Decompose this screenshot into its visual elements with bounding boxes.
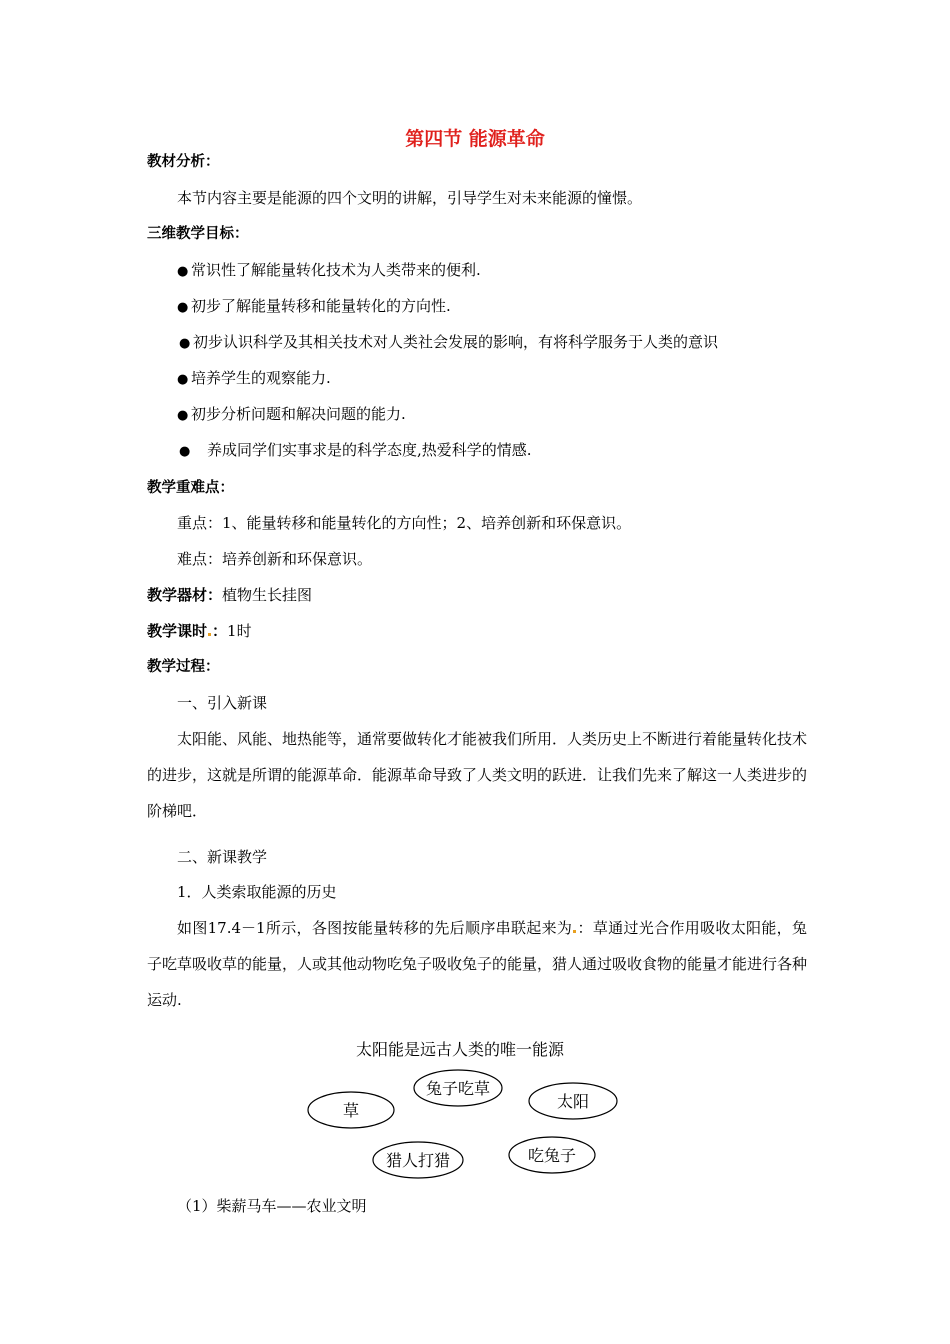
node-label: 兔子吃草 — [425, 1079, 491, 1098]
intro-paragraph: 太阳能、风能、地热能等，通常要做转化才能被我们所用．人类历史上不断进行着能量转化技术的进步，这就是所谓的能源革命．能源革命导致了人类文明的跃进．让我们先来了解这一人类进步的阶梯吧． — [147, 730, 808, 820]
goal-text: 常识性了解能量转化技术为人类带来的便利. — [191, 261, 481, 279]
goal-item — [177, 296, 451, 318]
history-subheading: 1．人类索取能源的历史 — [177, 883, 337, 901]
bullet-icon: ● — [177, 372, 189, 387]
process-step-2: 二、新课教学 — [177, 848, 268, 866]
goal-item — [177, 260, 481, 282]
history-colon: ： — [577, 919, 593, 937]
node-hunter — [373, 1142, 463, 1178]
difficulties-heading: 教学重难点： — [147, 480, 234, 496]
energy-diagram — [290, 1033, 650, 1181]
hard-point-text: 难点：培养创新和环保意识。 — [177, 550, 373, 568]
goal-item — [179, 440, 532, 462]
hours-colon: ： — [212, 622, 228, 640]
goals-heading: 三维教学目标： — [147, 226, 249, 242]
node-sun — [529, 1083, 617, 1119]
goal-text: 初步分析问题和解决问题的能力. — [191, 405, 406, 423]
hours-heading: 教学课时 — [147, 622, 208, 640]
goal-item — [177, 404, 406, 426]
hours-line — [147, 621, 252, 641]
bullet-icon: ● — [177, 408, 189, 423]
node-label: 太阳 — [556, 1092, 590, 1111]
bullet-icon: ● — [177, 264, 189, 279]
bullet-icon: ● — [179, 444, 191, 459]
history-paragraph — [147, 910, 807, 1018]
goal-text: 培养学生的观察能力. — [191, 369, 331, 387]
goal-text: 初步了解能量转移和能量转化的方向性. — [191, 297, 451, 315]
subsection-heading: （1）柴薪马车——农业文明 — [177, 1197, 367, 1215]
node-rabbit-eats-grass — [414, 1070, 502, 1106]
edit-marker — [573, 930, 576, 933]
equipment-heading: 教学器材： — [147, 586, 223, 604]
edit-marker — [208, 633, 211, 636]
goal-item — [179, 332, 718, 354]
equipment-value: 植物生长挂图 — [222, 586, 313, 604]
page-title: 第四节 能源革命 — [405, 128, 545, 150]
node-label: 吃兔子 — [527, 1146, 577, 1165]
hours-value: 1时 — [227, 622, 252, 640]
node-label: 猎人打猎 — [385, 1151, 451, 1170]
goal-text: 养成同学们实事求是的科学态度,热爱科学的情感. — [207, 441, 532, 459]
node-grass — [308, 1092, 394, 1128]
energy-diagram-svg — [290, 1033, 650, 1181]
analysis-heading: 教材分析： — [147, 154, 220, 170]
goal-item — [177, 368, 331, 390]
analysis-text: 本节内容主要是能源的四个文明的讲解，引导学生对未来能源的憧憬。 — [177, 189, 643, 207]
process-heading: 教学过程： — [147, 659, 220, 675]
goal-text: 初步认识科学及其相关技术对人类社会发展的影响，有将科学服务于人类的意识 — [193, 333, 719, 351]
history-text-before: 如图17.4－1所示，各图按能量转移的先后顺序串联起来为 — [177, 919, 573, 937]
history-text-after: 草通过光合作用吸收太阳能，兔子吃草吸收草的能量，人或其他动物吃兔子吸收兔子的能量，猎人通过吸收食物的能量才能进行各种运动. — [147, 919, 808, 1009]
bullet-icon: ● — [179, 336, 191, 351]
diagram-title: 太阳能是远古人类的唯一能源 — [355, 1040, 565, 1059]
node-eat-rabbit — [509, 1137, 595, 1173]
equipment-line — [147, 585, 312, 605]
node-label: 草 — [342, 1101, 360, 1120]
key-point-text: 重点：1、能量转移和能量转化的方向性；2、培养创新和环保意识。 — [177, 514, 632, 532]
process-step-1: 一、引入新课 — [177, 694, 268, 712]
bullet-icon: ● — [177, 300, 189, 315]
